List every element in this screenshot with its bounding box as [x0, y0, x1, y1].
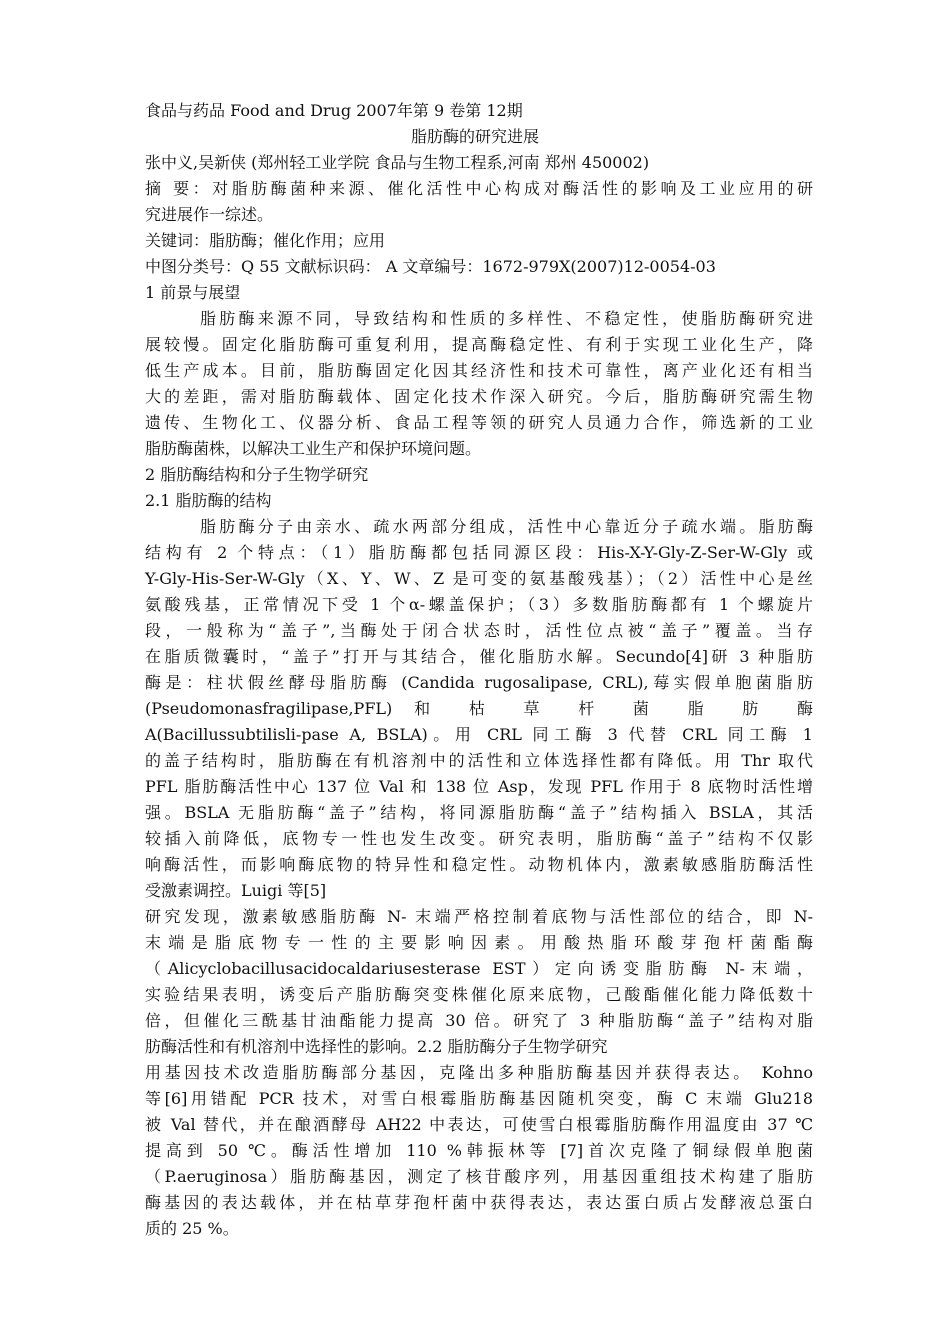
- paragraph-line: 在脂质微囊时，“盖子”打开与其结合，催化脂肪水解。Secundo[4]研 3 种脂肪: [145, 647, 813, 666]
- paragraph-line: 大的差距，需对脂肪酶载体、固定化技术作深入研究。今后，脂肪酶研究需生物: [145, 387, 813, 406]
- paragraph-line: Y-Gly-His-Ser-W-Gly（X、Y、W、Z 是可变的氨基酸残基）；（2）活性中心是丝: [145, 569, 813, 588]
- paragraph-line: （P.aeruginosa）脂肪酶基因，测定了核苷酸序列，用基因重组技术构建了脂肪: [145, 1167, 813, 1186]
- paragraph-line: 低生产成本。目前，脂肪酶固定化因其经济性和技术可靠性，离产业化还有相当: [145, 361, 813, 380]
- paragraph-line: 展较慢。固定化脂肪酶可重复利用，提高酶稳定性、有利于实现工业化生产，降: [145, 335, 813, 354]
- paragraph-line: （Alicyclobacillusacidocaldariusesterase EST）定向诱变脂肪酶 N-末端，: [145, 959, 813, 978]
- section-heading: 1 前景与展望: [145, 283, 241, 302]
- abstract-line: 究进展作一综述。: [145, 205, 274, 224]
- paragraph-line: PFL 脂肪酶活性中心 137 位 Val 和 138 位 Asp，发现 PFL 作用于 8 底物时活性增: [145, 777, 813, 796]
- paragraph-line: 提高到 50 ℃。酶活性增加 110 %韩振林等 [7]首次克隆了铜绿假单胞菌: [145, 1141, 813, 1160]
- article-title: 脂肪酶的研究进展: [410, 127, 539, 146]
- paragraph-line: 氨酸残基，正常情况下受 1 个α-螺盖保护；（3）多数脂肪酶都有 1 个螺旋片: [145, 595, 813, 614]
- paragraph-line: 遗传、生物化工、仪器分析、食品工程等领的研究人员通力合作，筛选新的工业: [145, 413, 813, 432]
- paragraph-line: 肪酶活性和有机溶剂中选择性的影响。2.2 脂肪酶分子生物学研究: [145, 1037, 608, 1056]
- section-heading: 2 脂肪酶结构和分子生物学研究: [145, 465, 369, 484]
- classification-line: 中图分类号：Q 55 文献标识码： A 文章编号：1672-979X(2007)12-0054-03: [145, 257, 716, 276]
- journal-header: 食品与药品 Food and Drug 2007年第 9 卷第 12期: [145, 101, 523, 120]
- paragraph-line: A(Bacillussubtilisli-pase A, BSLA)。用 CRL 同工酶 3 代替 CRL 同工酶 1: [145, 725, 813, 744]
- paragraph-line: 末端是脂底物专一性的主要影响因素。用酸热脂环酸芽孢杆菌酯酶: [145, 933, 813, 952]
- paragraph-line: 的盖子结构时，脂肪酶在有机溶剂中的活性和立体选择性都有降低。用 Thr 取代: [145, 751, 813, 770]
- paragraph-line: 受激素调控。Luigi 等[5]: [145, 881, 327, 900]
- paragraph-line: 强。BSLA 无脂肪酶“盖子”结构，将同源脂肪酶“盖子”结构插入 BSLA，其活: [145, 803, 813, 822]
- paragraph-line: 倍，但催化三酰基甘油酯能力提高 30 倍。研究了 3 种脂肪酶“盖子”结构对脂: [145, 1011, 813, 1030]
- paragraph-line: 酶基因的表达载体，并在枯草芽孢杆菌中获得表达，表达蛋白质占发酵液总蛋白: [145, 1193, 813, 1212]
- paragraph-line: 酶是：柱状假丝酵母脂肪酶 (Candida rugosalipase, CRL),莓实假单胞菌脂肪: [145, 673, 813, 692]
- paragraph-line: 被 Val 替代，并在酿酒酵母 AH22 中表达，可使雪白根霉脂肪酶作用温度由 37 ℃: [145, 1115, 813, 1134]
- paragraph-line: 脂肪酶来源不同，导致结构和性质的多样性、不稳定性，使脂肪酶研究进: [200, 309, 813, 328]
- paragraph-line: 实验结果表明，诱变后产脂肪酶突变株催化原来底物，己酸酯催化能力降低数十: [145, 985, 813, 1004]
- paragraph-line: 研究发现，激素敏感脂肪酶 N- 末端严格控制着底物与活性部位的结合，即 N-: [145, 907, 813, 926]
- paragraph-line: 脂肪酶分子由亲水、疏水两部分组成，活性中心靠近分子疏水端。脂肪酶: [200, 517, 813, 536]
- paragraph-line: 较插入前降低，底物专一性也发生改变。研究表明，脂肪酶“盖子”结构不仅影: [145, 829, 813, 848]
- paragraph-line: 响酶活性，而影响酶底物的特异性和稳定性。动物机体内，激素敏感脂肪酶活性: [145, 855, 813, 874]
- keywords: 关键词：脂肪酶；催化作用；应用: [145, 231, 386, 250]
- paragraph-line: 用基因技术改造脂肪酶部分基因，克隆出多种脂肪酶基因并获得表达。 Kohno: [145, 1063, 813, 1082]
- paragraph-line: 等[6]用错配 PCR 技术，对雪白根霉脂肪酶基因随机突变，酶 C 末端 Glu218: [145, 1089, 813, 1108]
- subsection-heading: 2.1 脂肪酶的结构: [145, 491, 272, 510]
- paragraph-line: 质的 25 %。: [145, 1219, 239, 1238]
- paragraph-line: 段，一般称为“盖子”,当酶处于闭合状态时，活性位点被“盖子”覆盖。当存: [145, 621, 813, 640]
- paragraph-line: (Pseudomonasfragilipase,PFL) 和 枯 草 杆 菌 脂 肪 酶: [145, 699, 813, 718]
- abstract-line: 摘 要：对脂肪酶菌种来源、催化活性中心构成对酶活性的影响及工业应用的研: [145, 179, 813, 198]
- paragraph-line: 脂肪酶菌株，以解决工业生产和保护环境问题。: [145, 439, 482, 458]
- authors-affiliation: 张中义,吴新侠 (郑州轻工业学院 食品与生物工程系,河南 郑州 450002): [145, 153, 650, 172]
- paragraph-line: 结构有 2 个特点：（1）脂肪酶都包括同源区段：His-X-Y-Gly-Z-Ser-W-Gly 或: [145, 543, 813, 562]
